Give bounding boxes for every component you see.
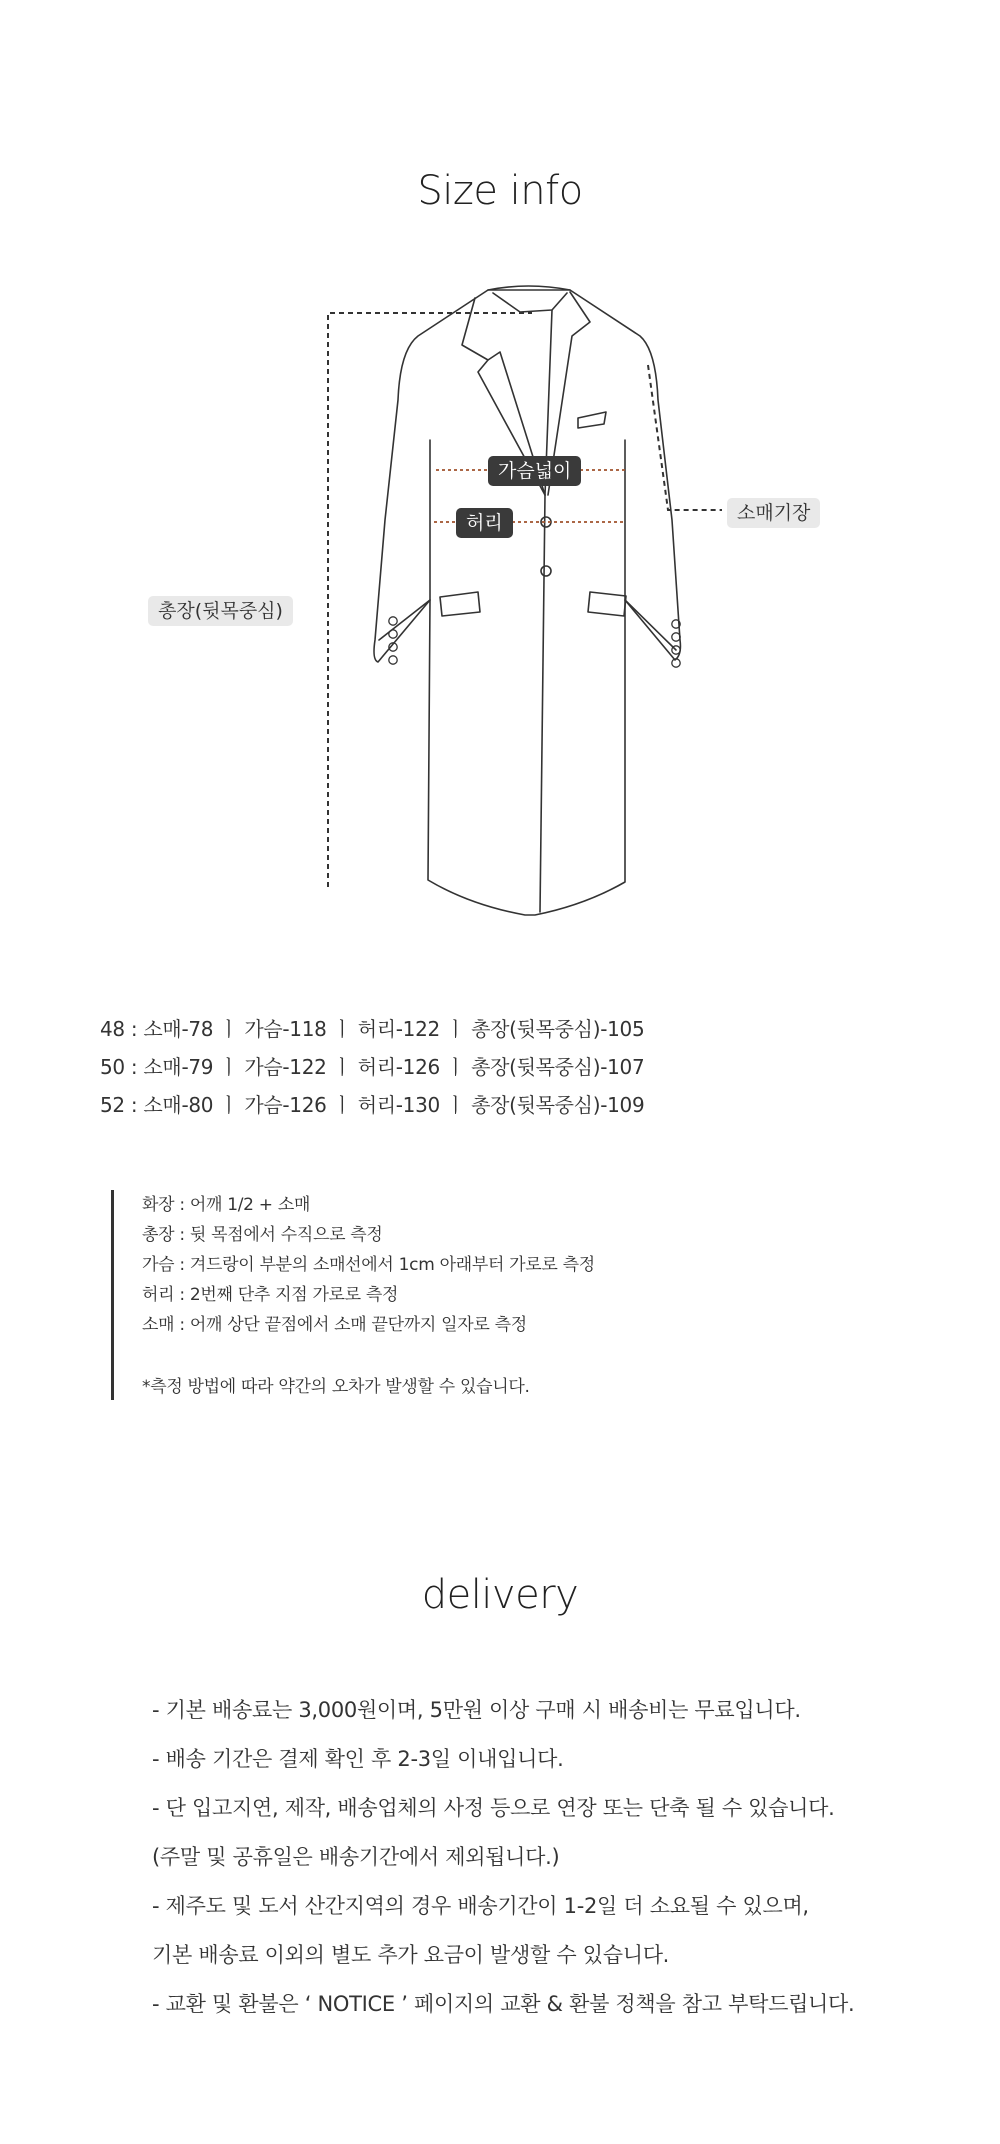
delivery-line: - 배송 기간은 결제 확인 후 2-3일 이내입니다. [152,1747,564,1771]
note-line: 화장 : 어깨 1/2 + 소매 [142,1195,311,1215]
delivery-line: - 제주도 및 도서 산간지역의 경우 배송기간이 1-2일 더 소요될 수 있으며, [152,1894,809,1918]
measurement-notes [111,1190,891,1400]
size-row-50: 50 : 소매-79 ㅣ 가슴-122 ㅣ 허리-126 ㅣ 총장(뒷목중심)-107 [100,1055,645,1079]
coat-diagram [0,0,1000,960]
note-line: 허리 : 2번째 단추 지점 가로로 측정 [142,1285,399,1305]
delivery-title: delivery [421,1572,579,1618]
delivery-line: (주말 및 공휴일은 배송기간에서 제외됩니다.) [152,1845,560,1869]
length-label: 총장(뒷목중심) [148,596,293,626]
note-line: 가슴 : 겨드랑이 부분의 소매선에서 1cm 아래부터 가로로 측정 [142,1255,595,1275]
delivery-line: - 교환 및 환불은 ‘ NOTICE ’ 페이지의 교환 & 환불 정책을 참고 부탁드립니다. [152,1992,855,2016]
chest-label: 가슴넓이 [488,456,581,486]
notes-disclaimer: *측정 방법에 따라 약간의 오차가 발생할 수 있습니다. [142,1377,530,1397]
size-info-title: Size info [417,168,583,214]
waist-label: 허리 [456,508,513,538]
delivery-line: 기본 배송료 이외의 별도 추가 요금이 발생할 수 있습니다. [152,1943,670,1967]
note-line: 소매 : 어깨 상단 끝점에서 소매 끝단까지 일자로 측정 [142,1315,527,1335]
sleeve-measure-line [648,365,722,510]
note-line: 총장 : 뒷 목점에서 수직으로 측정 [142,1225,383,1245]
size-row-48: 48 : 소매-78 ㅣ 가슴-118 ㅣ 허리-122 ㅣ 총장(뒷목중심)-105 [100,1017,645,1041]
size-table [100,1010,920,1124]
delivery-line: - 기본 배송료는 3,000원이며, 5만원 이상 구매 시 배송비는 무료입니다. [152,1698,801,1722]
size-row-52: 52 : 소매-80 ㅣ 가슴-126 ㅣ 허리-130 ㅣ 총장(뒷목중심)-109 [100,1093,645,1117]
coat-outline [374,290,680,915]
delivery-info [152,1686,952,2029]
sleeve-label: 소매기장 [727,498,820,528]
delivery-line: - 단 입고지연, 제작, 배송업체의 사정 등으로 연장 또는 단축 될 수 있습니다. [152,1796,835,1820]
